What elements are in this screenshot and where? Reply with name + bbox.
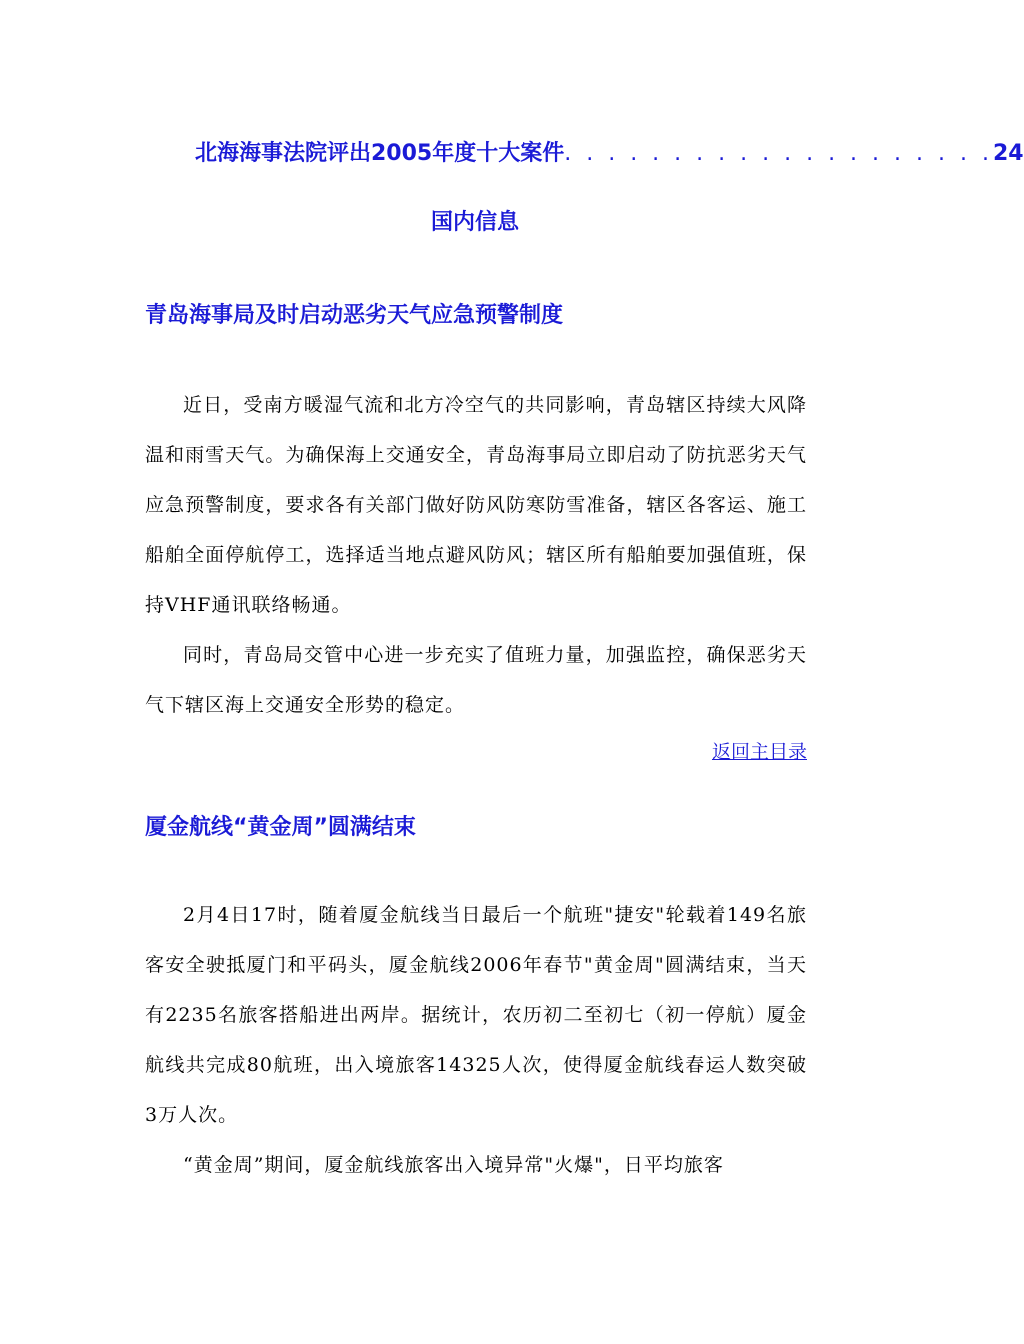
toc-dot-leader: . . . . . . . . . . . . . . . . . . . . bbox=[564, 141, 993, 166]
article-body-xiamen-kinmen bbox=[145, 890, 807, 1190]
toc-entry[interactable] bbox=[195, 136, 1024, 167]
article-body-qingdao bbox=[145, 380, 807, 730]
paragraph: 近日，受南方暖湿气流和北方冷空气的共同影响，青岛辖区持续大风降温和雨雪天气。为确保海上交通安全，青岛海事局立即启动了防抗恶劣天气应急预警制度，要求各有关部门做好防风防寒防雪准备，辖区各客运、施工船舶全面停航停工，选择适当地点避风防风；辖区所有船舶要加强值班，保持VHF通讯联络畅通。 bbox=[145, 394, 807, 616]
paragraph: 同时，青岛局交管中心进一步充实了值班力量，加强监控，确保恶劣天气下辖区海上交通安全形势的稳定。 bbox=[145, 644, 807, 716]
paragraph: “黄金周”期间，厦金航线旅客出入境异常"火爆"，日平均旅客 bbox=[183, 1154, 724, 1176]
back-to-main-toc-link[interactable]: 返回主目录 bbox=[711, 741, 807, 763]
article-title-qingdao: 青岛海事局及时启动恶劣天气应急预警制度 bbox=[145, 303, 564, 328]
section-heading: 国内信息 bbox=[430, 210, 519, 235]
paragraph: 2月4日17时，随着厦金航线当日最后一个航班"捷安"轮载着149名旅客安全驶抵厦门和平码头，厦金航线2006年春节"黄金周"圆满结束，当天有2235名旅客搭船进出两岸。据统计，农历初二至初七（初一停航）厦金航线共完成80航班，出入境旅客14325人次，使得厦金航线春运人数突破3万人次。 bbox=[145, 904, 807, 1126]
article-title-xiamen-kinmen: 厦金航线“黄金周”圆满结束 bbox=[145, 815, 416, 840]
toc-entry-page[interactable]: 24 bbox=[992, 141, 1024, 166]
toc-entry-title[interactable]: 北海海事法院评出2005年度十大案件 bbox=[195, 141, 565, 166]
